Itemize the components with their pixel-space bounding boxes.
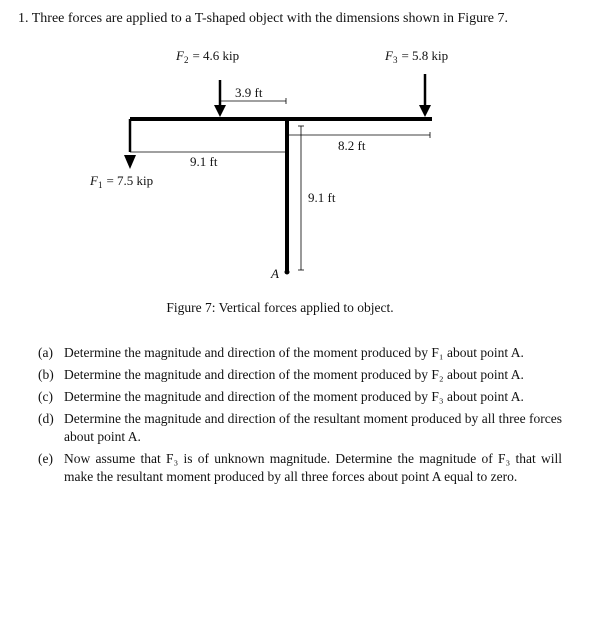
part-text: Now assume that F₃ is of unknown magnitude. Determine the magnitude of F₃ that will make the resultant moment produced by all three forces about point A equal to zero. <box>64 451 562 484</box>
t-shaped-object-figure <box>0 0 606 300</box>
part-text: Determine the magnitude and direction of the moment produced by F₁ about point A. <box>64 345 524 360</box>
part-label: (d) <box>38 411 54 426</box>
f2-arrowhead <box>214 105 226 117</box>
problem-number: 1. <box>18 11 29 26</box>
f1-label: $F_1 = 7.5$ kip <box>90 173 154 190</box>
part-e <box>38 450 562 486</box>
part-label: (c) <box>38 389 53 404</box>
dim-label-left-arm: 9.1 ft <box>190 154 218 169</box>
part-label: (e) <box>38 451 53 466</box>
part-text: Determine the magnitude and direction of the moment produced by F₃ about point A. <box>64 389 524 404</box>
dim-label-stem-height: 9.1 ft <box>308 190 336 205</box>
point-a-label: A <box>271 266 279 281</box>
part-d <box>38 410 562 446</box>
figure-caption: Figure 7: Vertical forces applied to object. <box>166 300 394 315</box>
part-label: (a) <box>38 345 53 360</box>
part-label: (b) <box>38 367 54 382</box>
problem-text: Three forces are applied to a T-shaped object with the dimensions shown in Figure 7. <box>31 11 509 26</box>
part-a <box>38 344 562 362</box>
f3-arrowhead <box>419 105 431 117</box>
part-c <box>38 388 562 406</box>
dim-label-right-arm: 8.2 ft <box>338 138 366 153</box>
part-b <box>38 366 562 384</box>
f1-arrowhead <box>124 155 136 169</box>
part-text: Determine the magnitude and direction of the moment produced by F₂ about point A. <box>64 367 524 382</box>
part-text: Determine the magnitude and direction of the resultant moment produced by all three forces about point A. <box>64 411 562 444</box>
point-a-marker <box>285 270 290 275</box>
question-parts <box>38 344 562 490</box>
dim-label-f2-to-stem: 3.9 ft <box>235 85 263 100</box>
f2-label: $F_2 = 4.6$ kip <box>176 48 240 65</box>
f3-label: $F_3 = 5.8$ kip <box>385 48 449 65</box>
